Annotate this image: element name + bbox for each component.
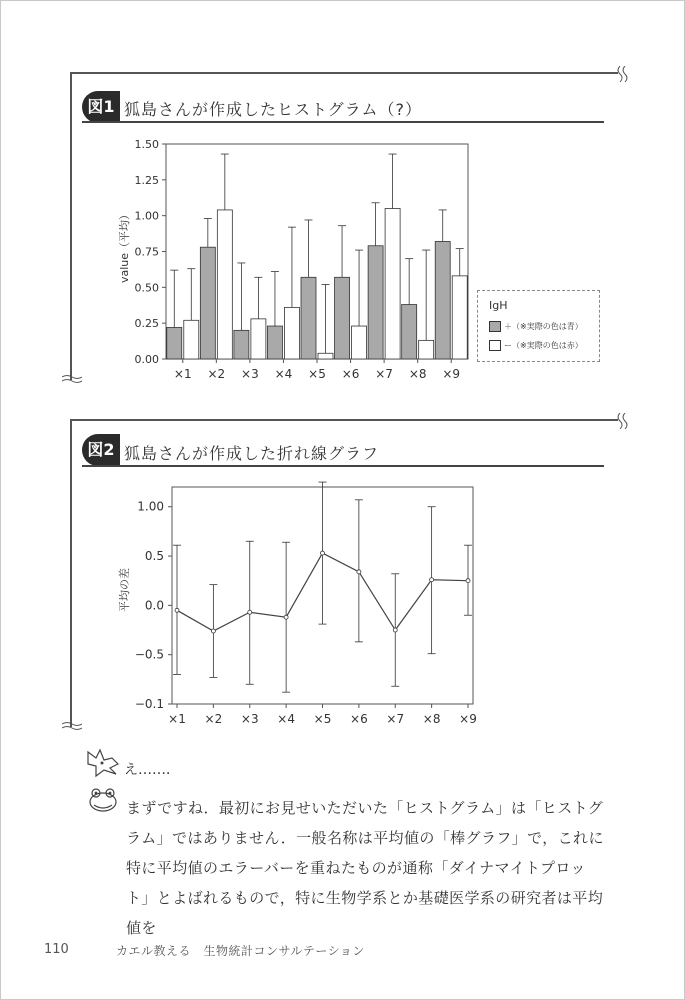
chart1-ytick-label: 0.00 bbox=[134, 353, 159, 366]
legend-swatch-white bbox=[489, 340, 501, 351]
fox-icon bbox=[86, 748, 122, 778]
legend-item-minus bbox=[489, 340, 583, 351]
chart1-ytick-label: 1.00 bbox=[134, 209, 159, 223]
chart1-xtick-label: ×5 bbox=[308, 367, 326, 381]
chart2-xtick-label: ×9 bbox=[459, 712, 477, 726]
frog-speech: まずですね．最初にお見せいただいた「ヒストグラム」は「ヒストグラム」ではありません．一般名称は平均値の「棒グラフ」で，これに特に平均値のエラーバーを重ねたものが通称「ダイナマイトプロット」とよばれるもので，特に生物学系とか基礎医学系の研究者は平均値を bbox=[126, 799, 604, 937]
figure1-badge: 図1 bbox=[82, 91, 120, 123]
chart2-ytick-label: −0.1 bbox=[134, 697, 164, 711]
chart1-xtick-label: ×9 bbox=[442, 367, 461, 381]
legend-item-plus bbox=[489, 321, 583, 332]
page-number: 110 bbox=[44, 942, 69, 957]
wavy-break-bottom-2 bbox=[62, 721, 82, 731]
chart1-xtick-label: ×2 bbox=[207, 367, 226, 381]
chart2-point bbox=[393, 628, 397, 632]
chart1-bar bbox=[402, 305, 417, 359]
chart1-xtick-label: ×6 bbox=[341, 367, 360, 381]
chart1-ytick-label: 1.25 bbox=[134, 173, 159, 187]
chart2-point bbox=[175, 608, 179, 612]
chart1-xtick-label: ×7 bbox=[375, 367, 393, 381]
figure1-title: 狐島さんが作成したヒストグラム（?） bbox=[124, 100, 423, 119]
frame-top-line bbox=[70, 419, 618, 421]
figure2-badge: 図2 bbox=[82, 434, 120, 466]
chart2-point bbox=[466, 579, 470, 583]
chart1-xtick-label: ×3 bbox=[241, 367, 259, 381]
fox-speech: え……． bbox=[124, 762, 180, 778]
chart2-point bbox=[430, 578, 434, 582]
chart1-bar bbox=[368, 246, 383, 359]
wavy-break-top-1 bbox=[616, 66, 630, 82]
chart2-point bbox=[357, 570, 361, 574]
frame-top-line bbox=[70, 72, 618, 74]
legend-plus-label: ＋（※実際の色は青） bbox=[504, 322, 583, 331]
chart2-xtick-label: ×6 bbox=[350, 712, 368, 726]
chart1-bar bbox=[284, 307, 299, 359]
figure2-title-rule bbox=[82, 465, 604, 467]
chart1-bar bbox=[385, 209, 400, 360]
chart2-xtick-label: ×2 bbox=[204, 712, 223, 726]
chart1-bar bbox=[267, 326, 282, 359]
running-title: カエル教える 生物統計コンサルテーション bbox=[116, 944, 365, 958]
legend-minus-label: ー（※実際の色は赤） bbox=[504, 341, 583, 350]
chart1-ytick-label: 0.25 bbox=[134, 317, 159, 331]
chart2-point bbox=[321, 551, 325, 555]
chart1-bar bbox=[419, 340, 434, 359]
chart1-bar bbox=[335, 277, 350, 359]
chart2-ytick-label: 0.5 bbox=[144, 549, 164, 564]
chart1-bar bbox=[352, 326, 367, 359]
frame-side-line bbox=[70, 419, 72, 727]
chart2-xtick-label: ×8 bbox=[422, 712, 441, 726]
chart2-xtick-label: ×7 bbox=[386, 712, 405, 726]
chart2-xtick-label: ×5 bbox=[313, 712, 332, 726]
figure1-bar-chart bbox=[110, 134, 480, 386]
wavy-break-top-2 bbox=[616, 413, 630, 429]
chart2-xtick-label: ×1 bbox=[168, 712, 186, 726]
chart1-bar bbox=[435, 241, 450, 359]
chart2-xtick-label: ×4 bbox=[277, 712, 295, 726]
wavy-break-bottom-1 bbox=[62, 374, 82, 384]
chart2-ytick-label: 0.0 bbox=[144, 598, 164, 613]
chart1-bar bbox=[184, 320, 199, 359]
frame-side-line bbox=[70, 72, 72, 380]
chart1-ylabel: value（平均） bbox=[118, 208, 131, 284]
chart1-bar bbox=[452, 276, 467, 359]
figure1-legend bbox=[477, 290, 600, 362]
legend-swatch-gray bbox=[489, 321, 501, 332]
chart1-bar bbox=[251, 319, 266, 359]
chart2-ylabel: 平均の差 bbox=[118, 568, 131, 612]
chart2-ytick-label: −0.5 bbox=[134, 647, 164, 662]
chart1-ytick-label: 0.50 bbox=[134, 281, 159, 295]
chart1-xtick-label: ×4 bbox=[274, 367, 293, 381]
figure2-line-chart bbox=[110, 478, 480, 728]
chart1-ytick-label: 0.75 bbox=[134, 245, 159, 259]
chart2-ytick-label: 1.00 bbox=[137, 499, 164, 514]
chart1-xtick-label: ×8 bbox=[408, 367, 427, 381]
frog-icon bbox=[86, 786, 122, 816]
chart1-xtick-label: ×1 bbox=[173, 367, 192, 381]
chart1-ytick-label: 1.50 bbox=[134, 138, 159, 151]
chart1-bar bbox=[301, 277, 316, 359]
chart2-point bbox=[284, 615, 288, 619]
chart1-bar bbox=[167, 327, 182, 359]
chart2-xtick-label: ×3 bbox=[240, 712, 259, 726]
chart1-bar bbox=[217, 210, 232, 359]
figure1-title-rule bbox=[82, 121, 604, 123]
chart1-bar bbox=[318, 353, 333, 359]
chart1-bar bbox=[234, 330, 249, 359]
chart1-bar bbox=[200, 247, 215, 359]
chart2-point bbox=[248, 610, 252, 614]
figure2-title: 狐島さんが作成した折れ線グラフ bbox=[124, 444, 380, 463]
chart2-point bbox=[211, 629, 215, 633]
legend-title: IgH bbox=[489, 299, 508, 312]
